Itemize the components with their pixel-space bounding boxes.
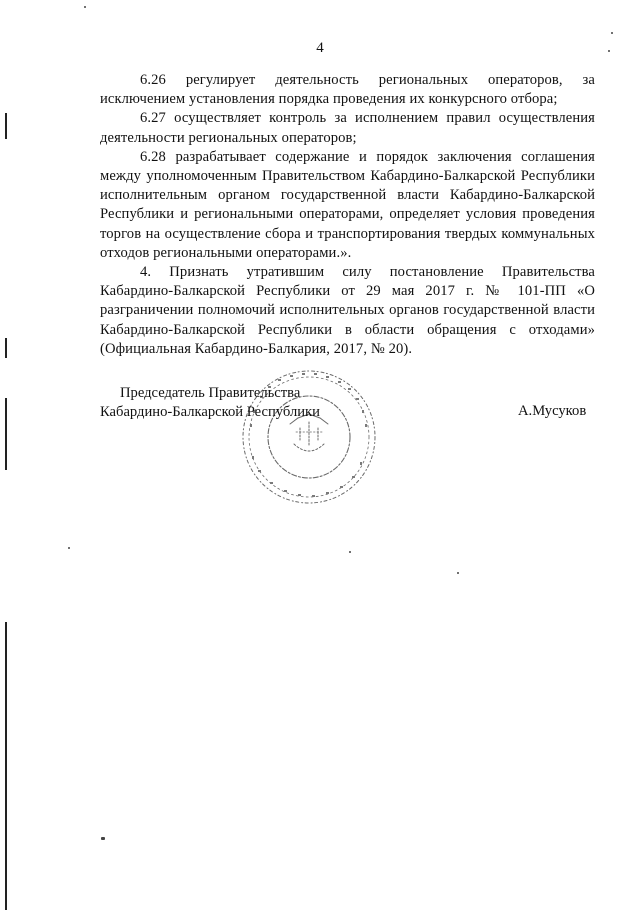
- paragraph-4: 4. Признать утратившим силу постановление Правительства Кабардино-Балкарской Республики от 29 мая 2017 г. № 101-ПП «О разграничении полномочий исполнительных органов государственной власти Кабардино-Балкарской Республики в области обращения с отходами» (Официальная Кабардино-Балкария, 2017, № 20).: [100, 264, 595, 357]
- scan-speck: [608, 50, 610, 52]
- signatory-name: А.Мусуков: [518, 403, 587, 419]
- scan-speck: [457, 572, 459, 574]
- signatory-title-line-2: Кабардино-Балкарской Республики: [100, 404, 320, 421]
- signatory-title: [100, 384, 320, 422]
- scan-speck: [611, 32, 613, 34]
- scan-speck: [349, 551, 351, 553]
- scan-margin-mark: [5, 338, 7, 358]
- paragraph-6-27: 6.27 осуществляет контроль за исполнением правил осуществления деятельности региональных операторов;: [100, 110, 595, 146]
- paragraph-6-28: 6.28 разрабатывает содержание и порядок заключения соглашения между уполномоченным Правительством Кабардино-Балкарской Республики исполнительным органом государственной власти Кабардино-Балкарской Республики и региональными операторами, определяет условия проведения торгов на осуществление сбора и транспортирования твердых коммунальных отходов региональными операторами.».: [100, 148, 595, 261]
- scan-margin-mark: [5, 113, 7, 139]
- scan-speck: [84, 6, 86, 8]
- paragraph-6-26: 6.26 регулирует деятельность региональных операторов, за исключением установления порядка проведения их конкурсного отбора;: [100, 72, 595, 108]
- page-number: 4: [316, 40, 324, 56]
- scan-speck: [68, 547, 70, 549]
- scan-speck: [101, 837, 105, 840]
- scan-margin-mark: [5, 398, 7, 470]
- signatory-title-line-1: Председатель Правительства: [120, 385, 301, 401]
- document-body: [100, 71, 595, 359]
- scan-margin-mark: [5, 622, 7, 910]
